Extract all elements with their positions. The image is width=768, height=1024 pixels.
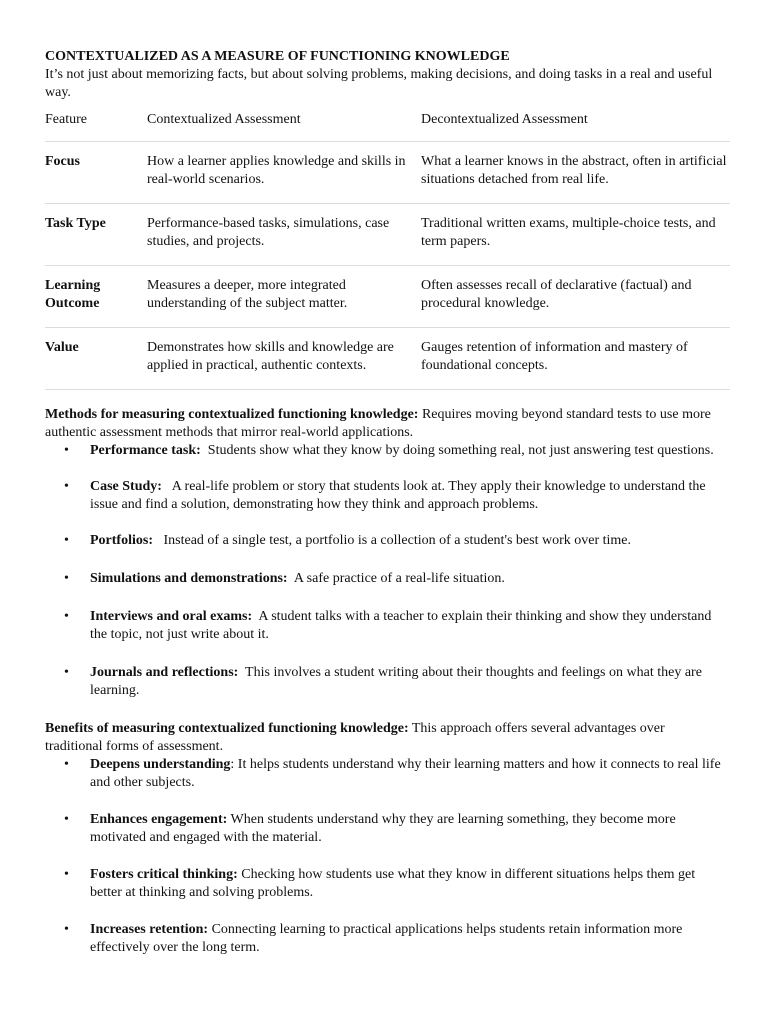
methods-lead-paragraph xyxy=(45,406,725,442)
list-item-text: Connecting learning to practical applications helps students retain information more effectively over the long term. xyxy=(90,922,683,955)
intro-paragraph: It’s not just about memorizing facts, but about solving problems, making decisions, and doing tasks in a real and useful way. xyxy=(45,67,713,100)
bullet-icon: • xyxy=(64,812,69,827)
benefits-section xyxy=(45,720,725,957)
bullet-icon: • xyxy=(64,757,69,772)
column-header-feature: Feature xyxy=(45,112,87,127)
list-item xyxy=(45,756,725,792)
bullet-icon: • xyxy=(64,922,69,937)
contextualized-cell: Measures a deeper, more integrated understanding of the subject matter. xyxy=(147,265,421,327)
list-item-text: A student talks with a teacher to explain their thinking and show they understand the topic, not just write about it. xyxy=(90,609,715,642)
decontextualized-cell: What a learner knows in the abstract, often in artificial situations detached from real life. xyxy=(421,141,730,203)
contextualized-cell: Demonstrates how skills and knowledge are applied in practical, authentic contexts. xyxy=(147,327,421,389)
list-item xyxy=(45,811,725,847)
comparison-table xyxy=(45,110,730,390)
benefits-list xyxy=(45,756,725,957)
list-item-text: A safe practice of a real-life situation. xyxy=(287,571,505,586)
bullet-icon: • xyxy=(64,867,69,882)
list-item-term: Case Study: xyxy=(90,479,162,494)
list-item xyxy=(45,532,725,550)
decontextualized-cell: Traditional written exams, multiple-choice tests, and term papers. xyxy=(421,203,730,265)
feature-cell: Focus xyxy=(45,141,147,203)
feature-cell: Learning Outcome xyxy=(45,265,147,327)
table-row xyxy=(45,203,730,265)
list-item-term: Enhances engagement: xyxy=(90,812,228,827)
table-row xyxy=(45,141,730,203)
bullet-icon: • xyxy=(64,571,69,586)
list-item xyxy=(45,608,725,644)
list-item xyxy=(45,478,725,514)
list-item-text: A real-life problem or story that students look at. They apply their knowledge to understand the issue and find a solution, demonstrating how they think and approach problems. xyxy=(90,479,710,512)
list-item-text: Instead of a single test, a portfolio is a collection of a student's best work over time. xyxy=(152,533,632,548)
list-item-text: Checking how students use what they know in different situations helps them get better at thinking and solving problems. xyxy=(90,867,696,900)
contextualized-cell: Performance-based tasks, simulations, case studies, and projects. xyxy=(147,203,421,265)
list-item-term: Performance task: xyxy=(90,443,201,458)
list-item-text: This involves a student writing about their thoughts and feelings on what they are learning. xyxy=(90,665,706,698)
benefits-heading: Benefits of measuring contextualized functioning knowledge: xyxy=(45,721,409,736)
column-header-contextualized: Contextualized Assessment xyxy=(147,112,301,127)
list-item xyxy=(45,921,725,957)
contextualized-cell: How a learner applies knowledge and skills in real-world scenarios. xyxy=(147,141,421,203)
document-title: CONTEXTUALIZED AS A MEASURE OF FUNCTIONING KNOWLEDGE xyxy=(45,49,510,64)
feature-cell: Task Type xyxy=(45,203,147,265)
list-item xyxy=(45,664,725,700)
bullet-icon: • xyxy=(64,533,69,548)
bullet-icon: • xyxy=(64,609,69,624)
list-item xyxy=(45,442,725,460)
benefits-lead-paragraph xyxy=(45,720,725,756)
table-header-row xyxy=(45,110,730,141)
list-item xyxy=(45,570,725,588)
list-item-term: Simulations and demonstrations: xyxy=(90,571,288,586)
feature-cell: Value xyxy=(45,327,147,389)
list-item-text: When students understand why they are learning something, they become more motivated and engaged with the material. xyxy=(90,812,676,845)
list-item-term: Portfolios: xyxy=(90,533,153,548)
bullet-icon: • xyxy=(64,443,69,458)
list-item-term: Increases retention: xyxy=(90,922,209,937)
methods-lead-text: Requires moving beyond standard tests to use more authentic assessment methods that mirror real-world applications. xyxy=(45,407,711,440)
methods-list xyxy=(45,442,725,700)
benefits-lead-text: This approach offers several advantages over traditional forms of assessment. xyxy=(45,721,665,754)
list-item-term: Journals and reflections: xyxy=(90,665,239,680)
decontextualized-cell: Gauges retention of information and mastery of foundational concepts. xyxy=(421,327,730,389)
list-item-text: : It helps students understand why their learning matters and how it connects to real life and other subjects. xyxy=(90,757,721,790)
bullet-icon: • xyxy=(64,479,69,494)
methods-heading: Methods for measuring contextualized functioning knowledge: xyxy=(45,407,419,422)
bullet-icon: • xyxy=(64,665,69,680)
table-row xyxy=(45,327,730,389)
list-item-text: Students show what they know by doing something real, not just answering test questions. xyxy=(200,443,714,458)
decontextualized-cell: Often assesses recall of declarative (factual) and procedural knowledge. xyxy=(421,265,730,327)
list-item-term: Interviews and oral exams: xyxy=(90,609,253,624)
table-row xyxy=(45,265,730,327)
list-item xyxy=(45,866,725,902)
list-item-term: Fosters critical thinking: xyxy=(90,867,238,882)
methods-section xyxy=(45,406,725,700)
list-item-term: Deepens understanding xyxy=(90,757,231,772)
column-header-decontextualized: Decontextualized Assessment xyxy=(421,112,588,127)
